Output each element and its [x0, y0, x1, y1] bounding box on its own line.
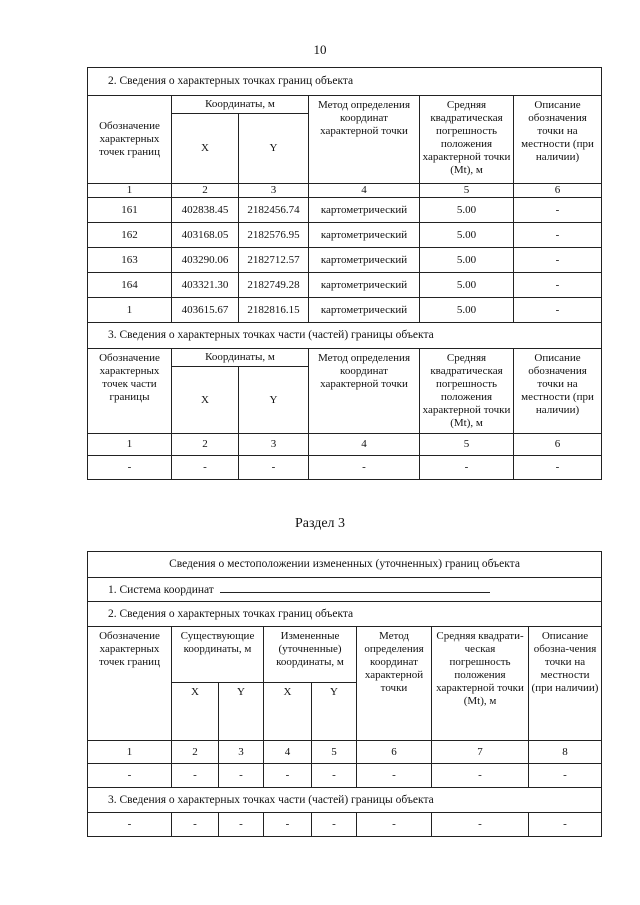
header-existing-coords: Существующие координаты, м — [172, 627, 264, 683]
column-number: 4 — [309, 434, 420, 456]
coord-y: 2182576.95 — [239, 223, 309, 248]
table-title: 3. Сведения о характерных точках части (частей) границы объекта — [88, 788, 602, 813]
empty-cell: - — [239, 456, 309, 480]
column-number: 2 — [172, 184, 239, 198]
table-title: 3. Сведения о характерных точках части (частей) границы объекта — [88, 323, 602, 349]
empty-cell: - — [312, 813, 357, 837]
header-y: Y — [219, 683, 264, 741]
header-method: Метод определения координат характерной точки — [357, 627, 432, 741]
header-y: Y — [312, 683, 357, 741]
empty-cell: - — [312, 764, 357, 788]
column-number: 6 — [357, 741, 432, 764]
empty-cell: - — [529, 764, 602, 788]
column-number: 2 — [172, 741, 219, 764]
column-number: 1 — [88, 434, 172, 456]
column-number: 3 — [239, 184, 309, 198]
table-row — [88, 223, 602, 248]
point-id: 161 — [88, 198, 172, 223]
header-x: X — [172, 114, 239, 184]
coordinate-system-blank — [220, 582, 490, 593]
header-x: X — [264, 683, 312, 741]
description: - — [514, 298, 602, 323]
empty-cell: - — [432, 764, 529, 788]
header-description: Описание обозначения точки на местности (при наличии) — [514, 349, 602, 434]
header-x: X — [172, 683, 219, 741]
column-number: 8 — [529, 741, 602, 764]
table-row — [88, 298, 602, 323]
empty-cell: - — [88, 813, 172, 837]
column-number-row — [88, 741, 602, 764]
empty-cell: - — [172, 764, 219, 788]
table-row — [88, 813, 602, 837]
boundary-points-table — [87, 67, 602, 480]
coord-x: 402838.45 — [172, 198, 239, 223]
description: - — [514, 273, 602, 298]
column-number: 1 — [88, 184, 172, 198]
column-number: 5 — [312, 741, 357, 764]
empty-cell: - — [514, 456, 602, 480]
column-number: 6 — [514, 184, 602, 198]
empty-cell: - — [219, 813, 264, 837]
column-number-row — [88, 184, 602, 198]
coord-x: 403290.06 — [172, 248, 239, 273]
table-row — [88, 248, 602, 273]
empty-cell: - — [357, 764, 432, 788]
column-number: 6 — [514, 434, 602, 456]
empty-cell: - — [357, 813, 432, 837]
table-row — [88, 198, 602, 223]
table-row — [88, 273, 602, 298]
header-precision: Средняя квадратическая погрешность положения характерной точки (Mt), м — [420, 349, 514, 434]
precision: 5.00 — [420, 248, 514, 273]
changed-boundaries-table — [87, 551, 602, 837]
empty-cell: - — [219, 764, 264, 788]
coordinate-system-row — [88, 578, 602, 602]
method: картометрический — [309, 198, 420, 223]
column-number: 3 — [219, 741, 264, 764]
empty-cell: - — [432, 813, 529, 837]
header-x: X — [172, 367, 239, 434]
column-number: 1 — [88, 741, 172, 764]
empty-cell: - — [529, 813, 602, 837]
coordinate-system-label: 1. Система координат — [108, 584, 214, 596]
coord-y: 2182712.57 — [239, 248, 309, 273]
header-method: Метод определения координат характерной точки — [309, 96, 420, 184]
header-precision: Средняя квадрати-ческая погрешность положения характерной точки (Mt), м — [432, 627, 529, 741]
column-number: 3 — [239, 434, 309, 456]
header-designation: Обозначение характерных точек части границы — [88, 349, 172, 434]
method: картометрический — [309, 298, 420, 323]
description: - — [514, 248, 602, 273]
section-title: Раздел 3 — [294, 516, 346, 531]
column-number: 2 — [172, 434, 239, 456]
column-number: 5 — [420, 184, 514, 198]
precision: 5.00 — [420, 298, 514, 323]
header-description: Описание обозна-чения точки на местности (при наличии) — [529, 627, 602, 741]
table-title: 2. Сведения о характерных точках границ объекта — [88, 602, 602, 627]
coord-y: 2182816.15 — [239, 298, 309, 323]
column-number-row — [88, 434, 602, 456]
column-number: 7 — [432, 741, 529, 764]
page-number: 10 — [313, 42, 327, 57]
header-coordinates: Координаты, м — [172, 96, 309, 114]
empty-cell: - — [420, 456, 514, 480]
point-id: 162 — [88, 223, 172, 248]
header-y: Y — [239, 114, 309, 184]
description: - — [514, 198, 602, 223]
point-id: 164 — [88, 273, 172, 298]
coord-x: 403321.30 — [172, 273, 239, 298]
coord-y: 2182456.74 — [239, 198, 309, 223]
header-coordinates: Координаты, м — [172, 349, 309, 367]
coord-y: 2182749.28 — [239, 273, 309, 298]
empty-cell: - — [309, 456, 420, 480]
coord-x: 403615.67 — [172, 298, 239, 323]
header-description: Описание обозначения точки на местности (при наличии) — [514, 96, 602, 184]
empty-cell: - — [264, 813, 312, 837]
method: картометрический — [309, 248, 420, 273]
empty-cell: - — [88, 456, 172, 480]
empty-cell: - — [172, 813, 219, 837]
method: картометрический — [309, 273, 420, 298]
empty-cell: - — [88, 764, 172, 788]
table-row — [88, 764, 602, 788]
header-precision: Средняя квадратическая погрешность положения характерной точки (Mt), м — [420, 96, 514, 184]
method: картометрический — [309, 223, 420, 248]
precision: 5.00 — [420, 223, 514, 248]
header-method: Метод определения координат характерной точки — [309, 349, 420, 434]
precision: 5.00 — [420, 273, 514, 298]
point-id: 1 — [88, 298, 172, 323]
description: - — [514, 223, 602, 248]
column-number: 4 — [264, 741, 312, 764]
empty-cell: - — [172, 456, 239, 480]
precision: 5.00 — [420, 198, 514, 223]
coord-x: 403168.05 — [172, 223, 239, 248]
header-changed-coords: Измененные (уточненные) координаты, м — [264, 627, 357, 683]
header-designation: Обозначение характерных точек границ — [88, 96, 172, 184]
column-number: 4 — [309, 184, 420, 198]
table-title: Сведения о местоположении измененных (уточненных) границ объекта — [88, 552, 602, 578]
column-number: 5 — [420, 434, 514, 456]
table-title: 2. Сведения о характерных точках границ объекта — [88, 68, 602, 96]
table-row — [88, 456, 602, 480]
header-designation: Обозначение характерных точек границ — [88, 627, 172, 741]
point-id: 163 — [88, 248, 172, 273]
header-y: Y — [239, 367, 309, 434]
empty-cell: - — [264, 764, 312, 788]
